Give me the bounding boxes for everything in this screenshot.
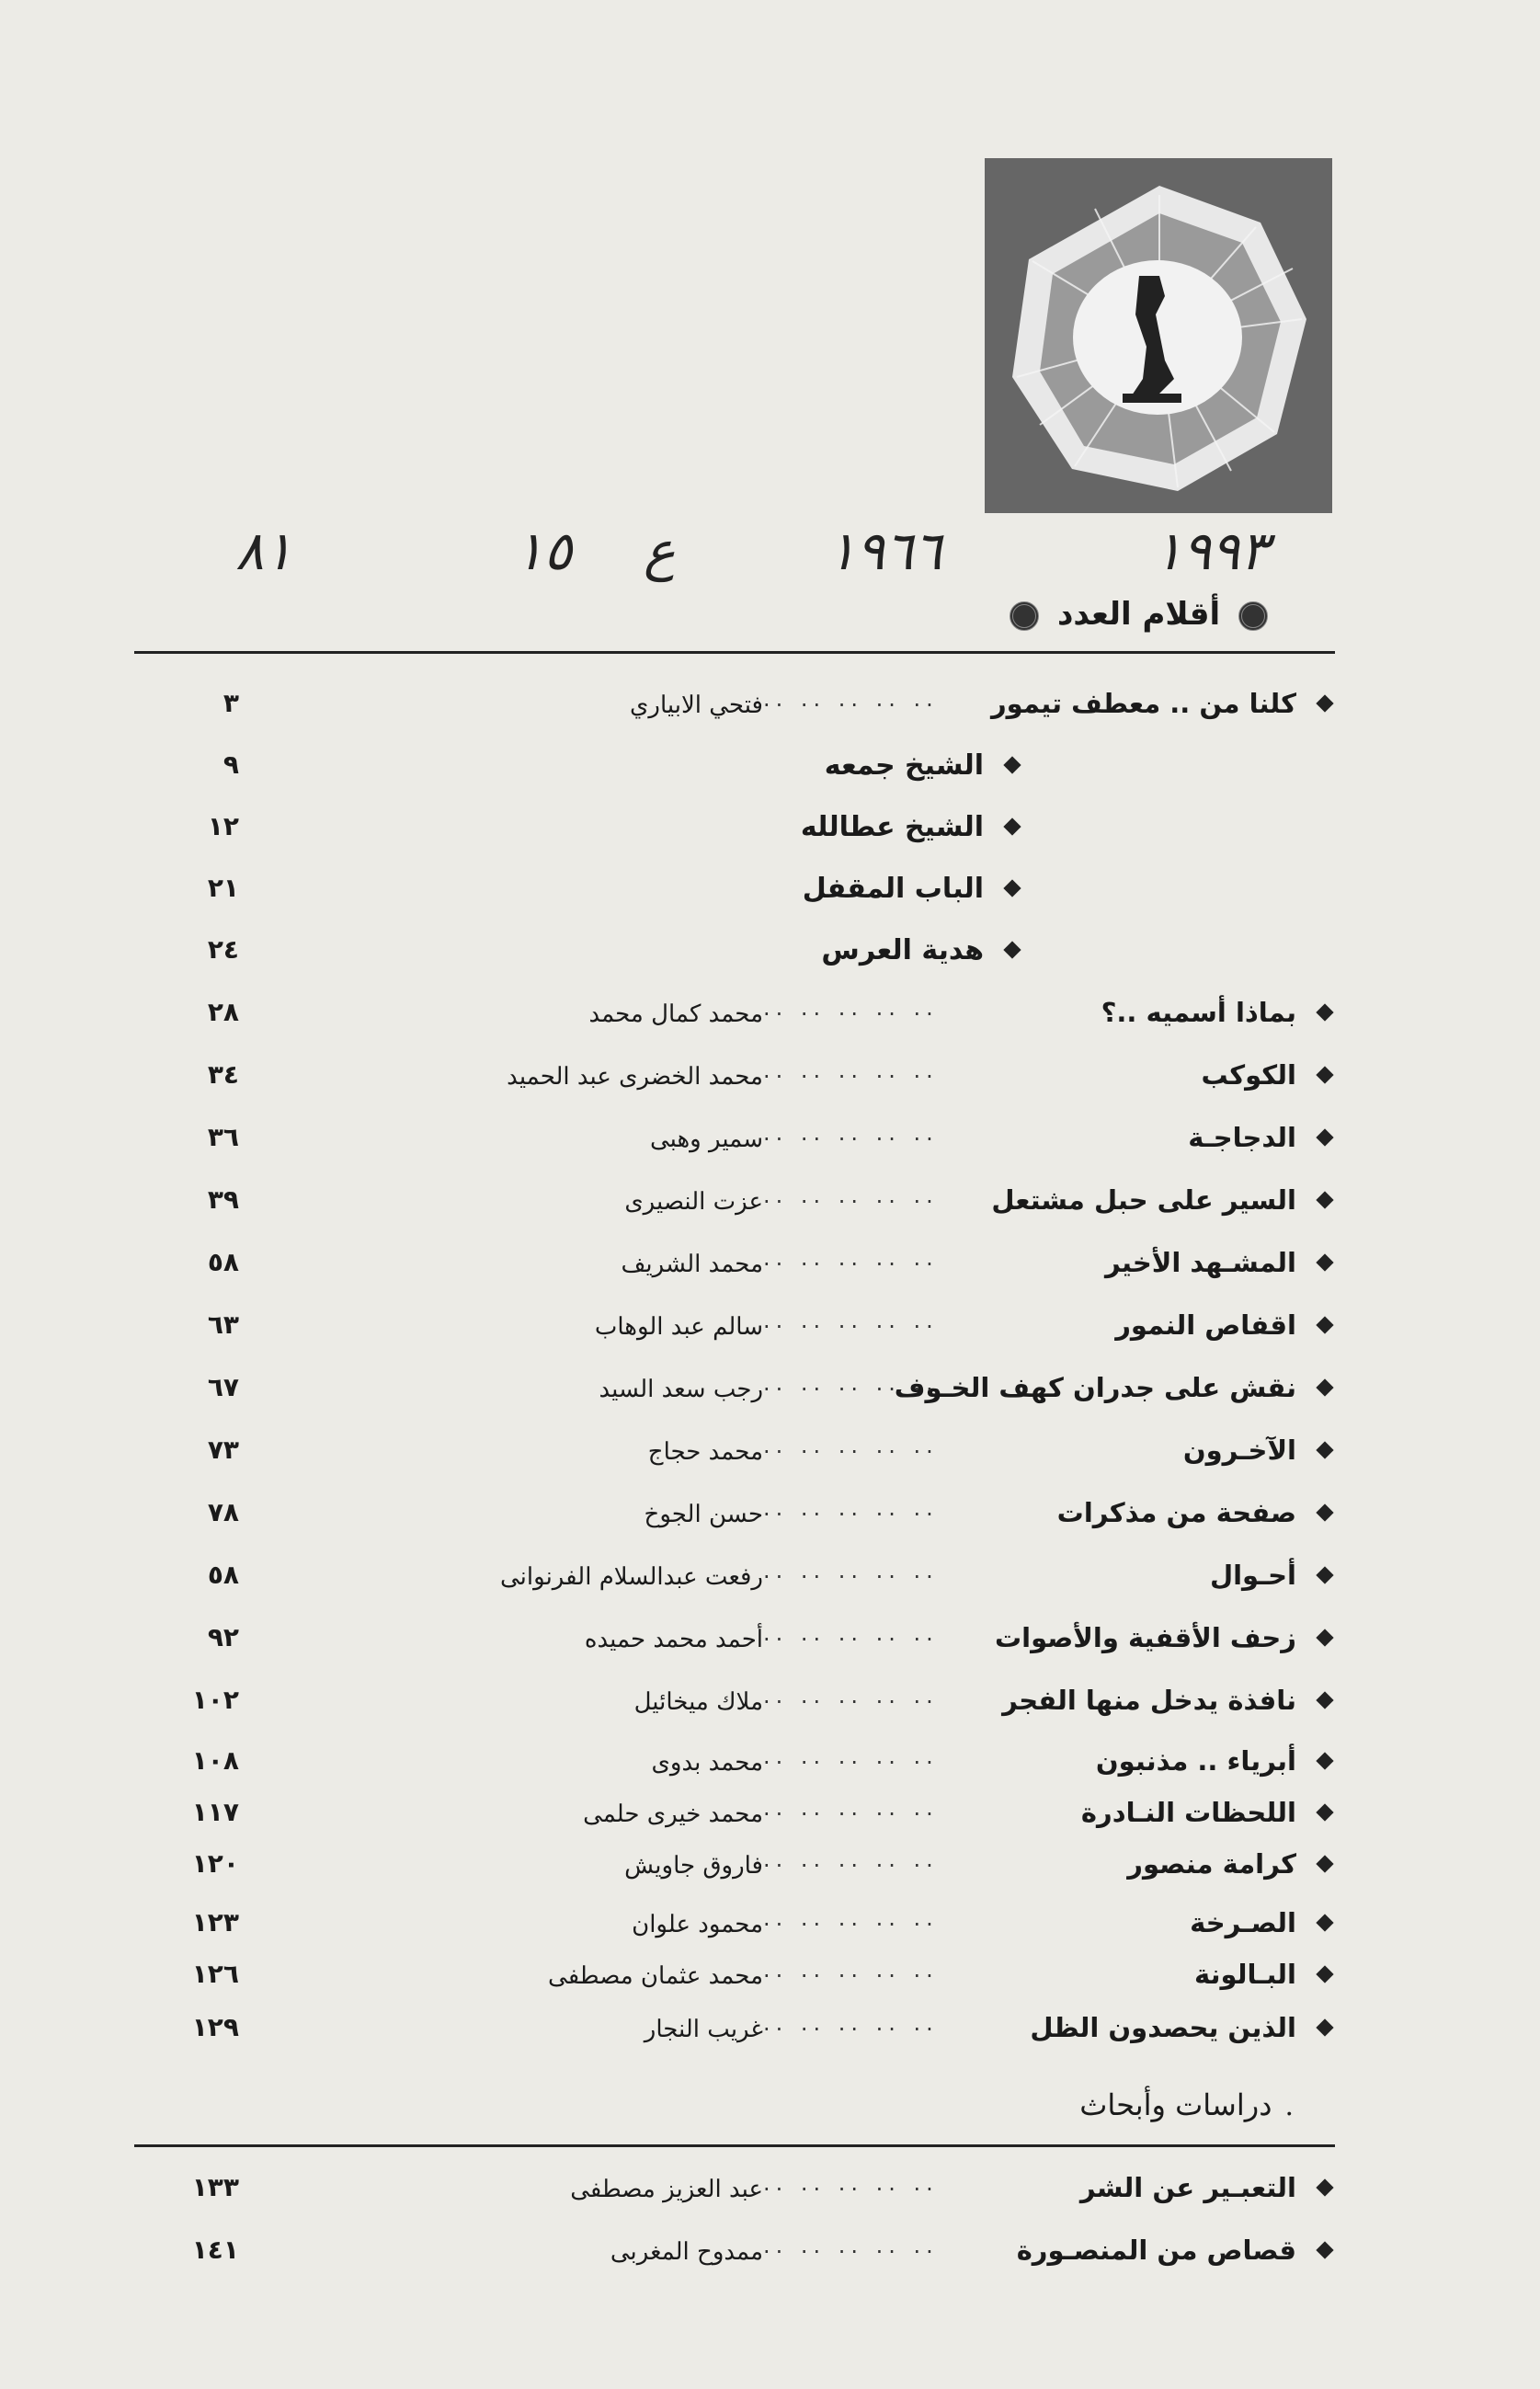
- entry-author: أحمد محمد حميده: [584, 1626, 763, 1653]
- diamond-bullet-icon: [1316, 1441, 1333, 1458]
- entry-author: محمد بدوى: [651, 1749, 763, 1777]
- contents-entry: [129, 1247, 1324, 1291]
- entry-title: الذين يحصدون الظل: [1030, 2012, 1296, 2043]
- contents-entry: [129, 1059, 1324, 1103]
- contents-entry: [129, 1848, 1324, 1892]
- contents-entry: [129, 1745, 1324, 1789]
- pen-nib-emblem-icon: [985, 158, 1332, 513]
- leader-dots: .. .. .. .. ..: [763, 1245, 939, 1271]
- diamond-bullet-icon: [1003, 941, 1021, 958]
- entry-author: محمد الخضرى عبد الحميد: [507, 1063, 763, 1091]
- handwritten-number: ١٥: [515, 520, 573, 582]
- diamond-bullet-icon: [1316, 1253, 1333, 1271]
- contents-entry: [129, 811, 1324, 855]
- handwritten-year-2: ١٩٦٦: [827, 520, 942, 582]
- entry-author: محمد كمال محمد: [588, 1000, 763, 1028]
- entry-page-number: ١٢٦: [191, 1959, 239, 1989]
- leader-dots: .. .. .. .. ..: [763, 1620, 939, 1646]
- contents-entry: [129, 873, 1324, 917]
- leader-dots: .. .. .. .. ..: [763, 1743, 939, 1769]
- section-title: أقلام العدد: [1056, 596, 1221, 633]
- entry-author: محمود علوان: [632, 1911, 763, 1938]
- leader-dots: .. .. .. .. ..: [763, 1370, 939, 1396]
- entry-author: رفعت عبدالسلام الفرنوانى: [500, 1563, 763, 1591]
- entry-author: رجب سعد السيد: [599, 1376, 763, 1403]
- contents-entry: [129, 1435, 1324, 1479]
- entry-page-number: ٢٨: [207, 997, 239, 1027]
- entry-title: المشـهد الأخير: [1105, 1247, 1296, 1278]
- contents-entry: [129, 1959, 1324, 2003]
- entry-title: زحف الأقفية والأصوات: [995, 1622, 1296, 1653]
- diamond-bullet-icon: [1316, 1128, 1333, 1146]
- diamond-bullet-icon: [1316, 1629, 1333, 1646]
- leader-dots: .. .. .. .. ..: [763, 1957, 939, 1983]
- leader-dots: .. .. .. .. ..: [763, 686, 939, 712]
- entry-page-number: ١٠٢: [191, 1685, 239, 1715]
- contents-entry: [129, 1907, 1324, 1951]
- studies-divider: [134, 2144, 1335, 2147]
- diamond-bullet-icon: [1316, 1691, 1333, 1709]
- contents-entry: [129, 1372, 1324, 1416]
- entry-page-number: ٩: [222, 749, 239, 780]
- heading-bullet-icon: [1010, 601, 1039, 631]
- contents-entry: [129, 749, 1324, 794]
- leader-dots: .. .. .. .. ..: [763, 2233, 939, 2258]
- contents-entry: [129, 688, 1324, 732]
- magazine-logo: [985, 158, 1332, 513]
- diamond-bullet-icon: [1316, 1066, 1333, 1083]
- leader-dots: .. .. .. .. ..: [763, 1795, 939, 1821]
- leader-dots: .. .. .. .. ..: [763, 1495, 939, 1521]
- leader-dots: .. .. .. .. ..: [763, 2170, 939, 2196]
- entry-page-number: ٣٩: [207, 1184, 239, 1215]
- contents-entry: [129, 997, 1324, 1041]
- entry-page-number: ٧٣: [207, 1435, 239, 1465]
- entry-title: الكوكب: [1201, 1059, 1296, 1091]
- entry-page-number: ٣٦: [207, 1122, 239, 1152]
- entry-title: الآخـرون: [1182, 1435, 1296, 1466]
- leader-dots: .. .. .. .. ..: [763, 2010, 939, 2036]
- contents-entry: [129, 1309, 1324, 1354]
- diamond-bullet-icon: [1316, 1003, 1333, 1021]
- contents-entry: [129, 1797, 1324, 1841]
- studies-label: .دراسات وأبحاث: [1079, 2087, 1294, 2122]
- entry-page-number: ١٠٨: [191, 1745, 239, 1776]
- entry-page-number: ٩٢: [207, 1622, 239, 1652]
- contents-entry: [129, 934, 1324, 978]
- contents-entry: [129, 2235, 1324, 2279]
- diamond-bullet-icon: [1316, 2018, 1333, 2036]
- entry-title: الباب المقفل: [802, 873, 984, 905]
- entry-page-number: ٥٨: [207, 1247, 239, 1277]
- entry-author: محمد عثمان مصطفى: [548, 1962, 763, 1990]
- entry-author: حسن الجوخ: [644, 1501, 763, 1528]
- entry-title: التعبـير عن الشر: [1079, 2172, 1296, 2203]
- diamond-bullet-icon: [1003, 879, 1021, 897]
- entry-title: أبرياء .. مذنبون: [1095, 1745, 1296, 1777]
- leader-dots: .. .. .. .. ..: [763, 1120, 939, 1146]
- diamond-bullet-icon: [1003, 817, 1021, 835]
- diamond-bullet-icon: [1316, 2178, 1333, 2196]
- entry-author: فتحي الابياري: [630, 692, 763, 719]
- handwritten-issue: ٨١: [235, 520, 293, 582]
- entry-author: سمير وهبى: [649, 1126, 763, 1153]
- diamond-bullet-icon: [1316, 1914, 1333, 1931]
- contents-entry: [129, 1497, 1324, 1541]
- leader-dots: .. .. .. .. ..: [763, 1683, 939, 1709]
- diamond-bullet-icon: [1316, 1752, 1333, 1769]
- leader-dots: .. .. .. .. ..: [763, 1057, 939, 1083]
- entry-author: محمد حجاج: [647, 1438, 763, 1466]
- entry-title: كرامة منصور: [1127, 1848, 1296, 1880]
- diamond-bullet-icon: [1316, 1855, 1333, 1872]
- entry-page-number: ٣٤: [207, 1059, 239, 1090]
- section-heading: [1002, 596, 1275, 633]
- entry-author: محمد خيرى حلمى: [583, 1800, 763, 1828]
- entry-author: فاروق جاويش: [624, 1852, 763, 1880]
- entry-title: الشيخ عطالله: [800, 811, 984, 843]
- contents-entry: [129, 1122, 1324, 1166]
- entry-page-number: ٧٨: [207, 1497, 239, 1527]
- entry-title: السير على حبل مشتعل: [991, 1184, 1296, 1216]
- entry-title: البـالونة: [1193, 1959, 1296, 1990]
- entry-page-number: ١٢: [207, 811, 239, 841]
- top-divider: [134, 651, 1335, 654]
- diamond-bullet-icon: [1316, 1503, 1333, 1521]
- contents-entry: [129, 1622, 1324, 1666]
- entry-page-number: ٢٤: [207, 934, 239, 965]
- entry-title: أحـوال: [1209, 1560, 1296, 1591]
- entry-title: اللحظات النـادرة: [1080, 1797, 1296, 1828]
- entry-title: نافذة يدخل منها الفجر: [1002, 1685, 1296, 1716]
- entry-page-number: ١٢٣: [191, 1907, 239, 1937]
- entry-page-number: ٢١: [207, 873, 239, 903]
- entry-title: الصـرخة: [1190, 1907, 1296, 1938]
- entry-title: الشيخ جمعه: [824, 749, 984, 782]
- diamond-bullet-icon: [1316, 1803, 1333, 1821]
- entry-title: اقفاص النمور: [1115, 1309, 1296, 1341]
- entry-author: عزت النصيرى: [624, 1188, 763, 1216]
- entry-author: غريب النجار: [644, 2016, 763, 2043]
- entry-page-number: ١٢٩: [191, 2012, 239, 2042]
- diamond-bullet-icon: [1316, 2241, 1333, 2258]
- studies-label-text: دراسات وأبحاث: [1079, 2087, 1272, 2122]
- entry-page-number: ١٤١: [191, 2235, 239, 2265]
- diamond-bullet-icon: [1316, 1191, 1333, 1208]
- entry-page-number: ٦٧: [207, 1372, 239, 1402]
- handwritten-letter: ع: [644, 520, 676, 582]
- contents-entry: [129, 1184, 1324, 1229]
- leader-dots: .. .. .. .. ..: [763, 1558, 939, 1583]
- leader-dots: .. .. .. .. ..: [763, 1905, 939, 1931]
- entry-title: قصاص من المنصـورة: [1016, 2235, 1296, 2266]
- entry-author: عبد العزيز مصطفى: [570, 2176, 763, 2203]
- diamond-bullet-icon: [1003, 756, 1021, 773]
- entry-page-number: ١١٧: [191, 1797, 239, 1827]
- leader-dots: .. .. .. .. ..: [763, 1433, 939, 1458]
- contents-entry: [129, 2012, 1324, 2056]
- diamond-bullet-icon: [1316, 694, 1333, 712]
- diamond-bullet-icon: [1316, 1378, 1333, 1396]
- entry-page-number: ١٣٣: [191, 2172, 239, 2202]
- entry-page-number: ٣: [222, 688, 239, 718]
- contents-entry: [129, 2172, 1324, 2216]
- diamond-bullet-icon: [1316, 1316, 1333, 1333]
- diamond-bullet-icon: [1316, 1566, 1333, 1583]
- diamond-bullet-icon: [1316, 1965, 1333, 1983]
- leader-dots: .. .. .. .. ..: [763, 1183, 939, 1208]
- entry-page-number: ١٢٠: [191, 1848, 239, 1879]
- entry-title: كلنا من .. معطف تيمور: [990, 688, 1296, 719]
- entry-title: نقش على جدران كهف الخـوف: [894, 1372, 1296, 1403]
- entry-title: بماذا أسميه ..؟: [1101, 997, 1296, 1028]
- entry-title: هدية العرس: [821, 934, 984, 966]
- entry-author: ملاك ميخائيل: [633, 1688, 763, 1716]
- entry-author: ممدوح المغربى: [610, 2238, 763, 2266]
- entry-title: الدجاجـة: [1188, 1122, 1296, 1153]
- entry-title: صفحة من مذكرات: [1056, 1497, 1296, 1528]
- leader-dots: .. .. .. .. ..: [763, 1846, 939, 1872]
- contents-entry: [129, 1560, 1324, 1604]
- contents-entry: [129, 1685, 1324, 1729]
- entry-page-number: ٥٨: [207, 1560, 239, 1590]
- entry-author: محمد الشريف: [621, 1251, 763, 1278]
- leader-dots: .. .. .. .. ..: [763, 995, 939, 1021]
- handwritten-year-1: ١٩٩٣: [1154, 520, 1269, 582]
- heading-bullet-icon: [1238, 601, 1268, 631]
- entry-author: سالم عبد الوهاب: [594, 1313, 763, 1341]
- entry-page-number: ٦٣: [207, 1309, 239, 1340]
- leader-dots: .. .. .. .. ..: [763, 1308, 939, 1333]
